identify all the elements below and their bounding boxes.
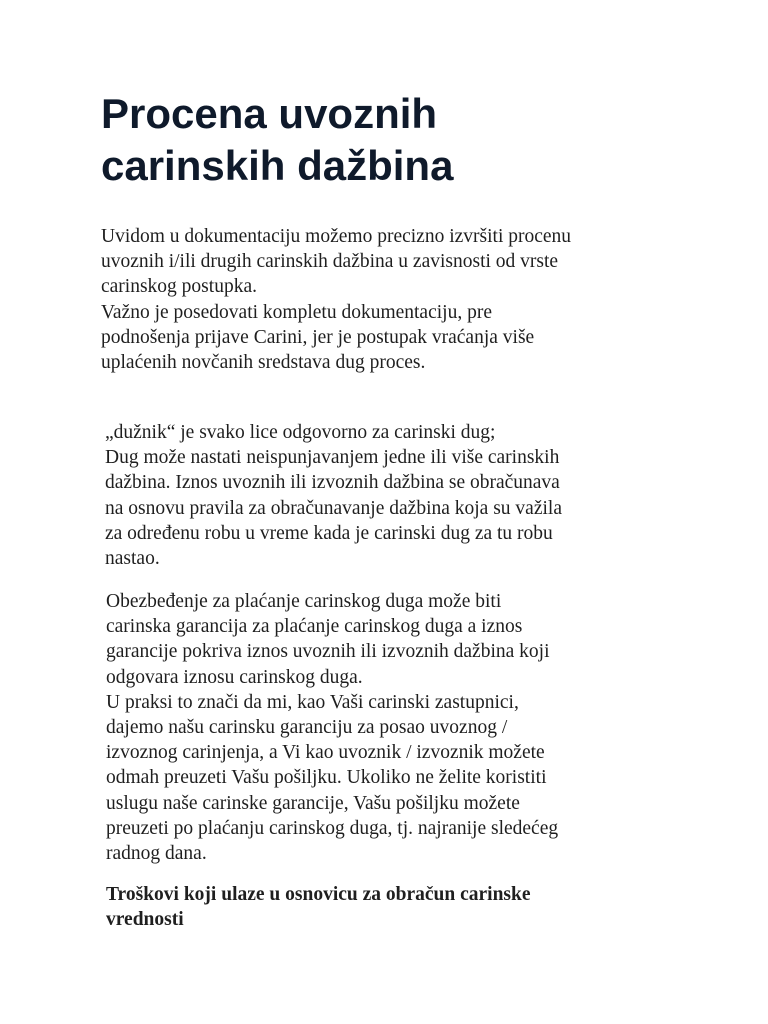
text-line: dažbina. Iznos uvoznih ili izvoznih dažbina se obračunava xyxy=(105,472,560,494)
intro-paragraph xyxy=(101,224,571,375)
text-line: Važno je posedovati kompletu dokumentaciju, pre xyxy=(101,301,492,323)
text-line: izvoznog carinjenja, a Vi kao uvoznik / izvoznik možete xyxy=(106,742,545,764)
title-line: carinskih dažbina xyxy=(101,142,454,189)
text-line: za određenu robu u vreme kada je carinski dug za tu robu xyxy=(105,522,553,544)
costs-heading xyxy=(106,882,531,932)
page-title xyxy=(101,88,661,192)
text-line: preuzeti po plaćanju carinskog duga, tj. najranije sledećeg xyxy=(106,817,559,839)
debtor-paragraph xyxy=(105,420,562,571)
security-paragraph xyxy=(106,589,558,866)
heading-line: Troškovi koji ulaze u osnovicu za obračun carinske xyxy=(106,884,531,905)
text-line: uvoznih i/ili drugih carinskih dažbina u zavisnosti od vrste xyxy=(101,251,559,273)
text-line: na osnovu pravila za obračunavanje dažbina koja su važila xyxy=(105,497,562,519)
text-line: carinska garancija za plaćanje carinskog duga a iznos xyxy=(106,616,523,638)
text-line: odgovara iznosu carinskog duga. xyxy=(106,666,363,688)
text-line: uslugu naše carinske garancije, Vašu pošiljku možete xyxy=(106,792,520,814)
title-line: Procena uvoznih xyxy=(101,90,438,137)
text-line: „dužnik“ je svako lice odgovorno za carinski dug; xyxy=(105,422,496,443)
heading-line: vrednosti xyxy=(106,909,184,931)
text-line: odmah preuzeti Vašu pošiljku. Ukoliko ne želite koristiti xyxy=(106,767,547,789)
text-line: U praksi to znači da mi, kao Vaši carinski zastupnici, xyxy=(106,691,519,713)
text-line: Obezbeđenje za plaćanje carinskog duga može biti xyxy=(106,591,502,612)
text-line: nastao. xyxy=(105,548,160,570)
text-line: podnošenja prijave Carini, jer je postupak vraćanja više xyxy=(101,326,535,348)
text-line: Dug može nastati neispunjavanjem jedne ili više carinskih xyxy=(105,447,560,469)
text-line: dajemo našu carinsku garanciju za posao uvoznog / xyxy=(106,717,508,739)
text-line: garancije pokriva iznos uvoznih ili izvoznih dažbina koji xyxy=(106,641,550,663)
text-line: uplaćenih novčanih sredstava dug proces. xyxy=(101,352,426,374)
text-line: radnog dana. xyxy=(106,843,207,865)
text-line: carinskog postupka. xyxy=(101,276,257,298)
text-line: Uvidom u dokumentaciju možemo precizno izvršiti procenu xyxy=(101,226,572,247)
